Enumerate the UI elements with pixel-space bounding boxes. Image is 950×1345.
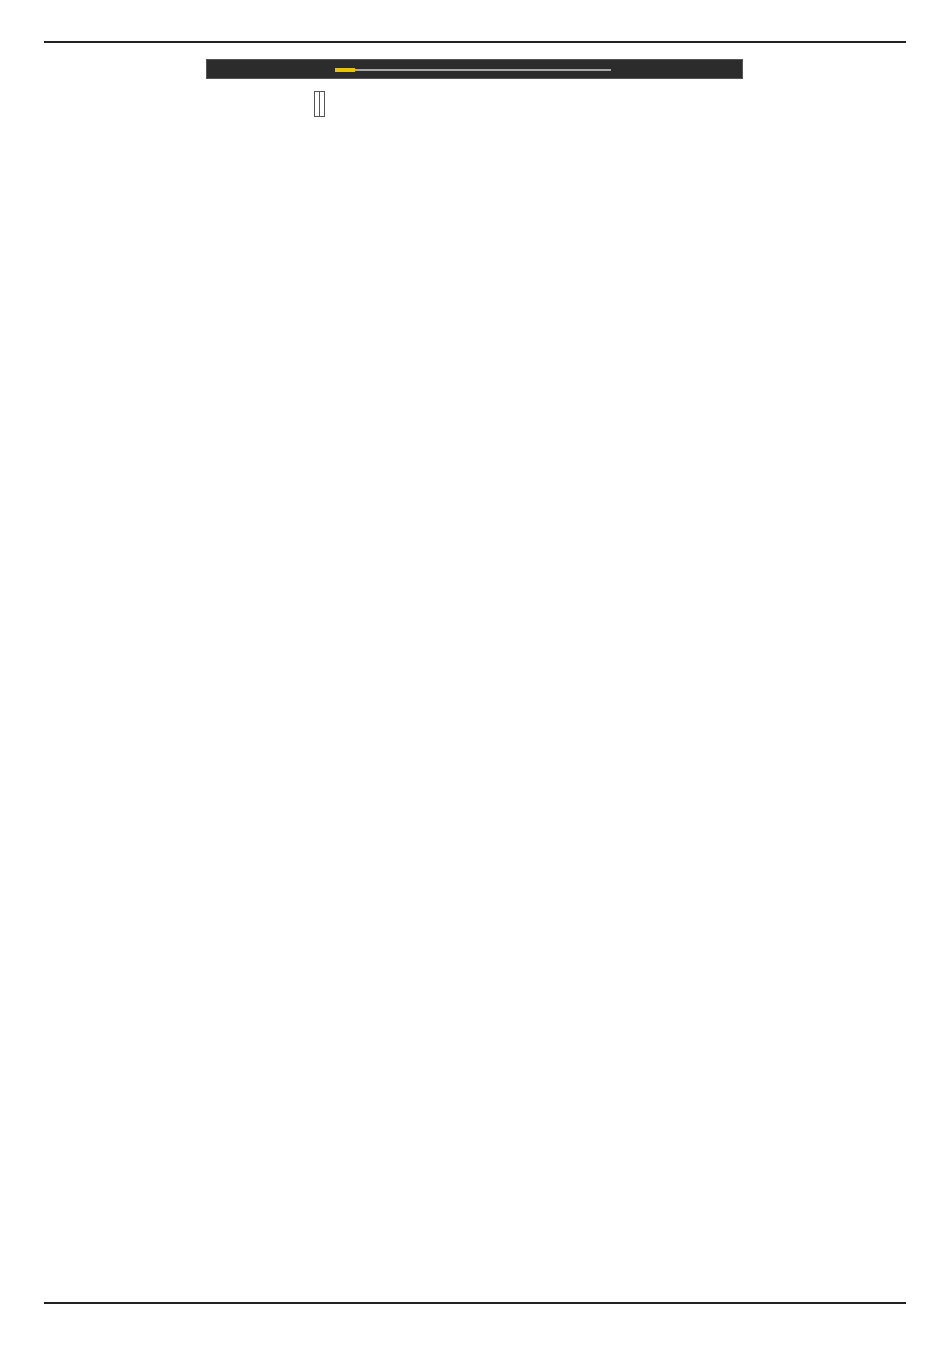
playback-infobox [206, 59, 743, 79]
speed-table [314, 91, 325, 117]
progress-track [335, 69, 611, 71]
table-header-row [315, 92, 325, 117]
bottom-rule [44, 1302, 906, 1304]
column-header [320, 92, 325, 117]
progress-fill [335, 68, 355, 72]
page-content [46, 45, 904, 129]
top-rule [44, 41, 906, 43]
